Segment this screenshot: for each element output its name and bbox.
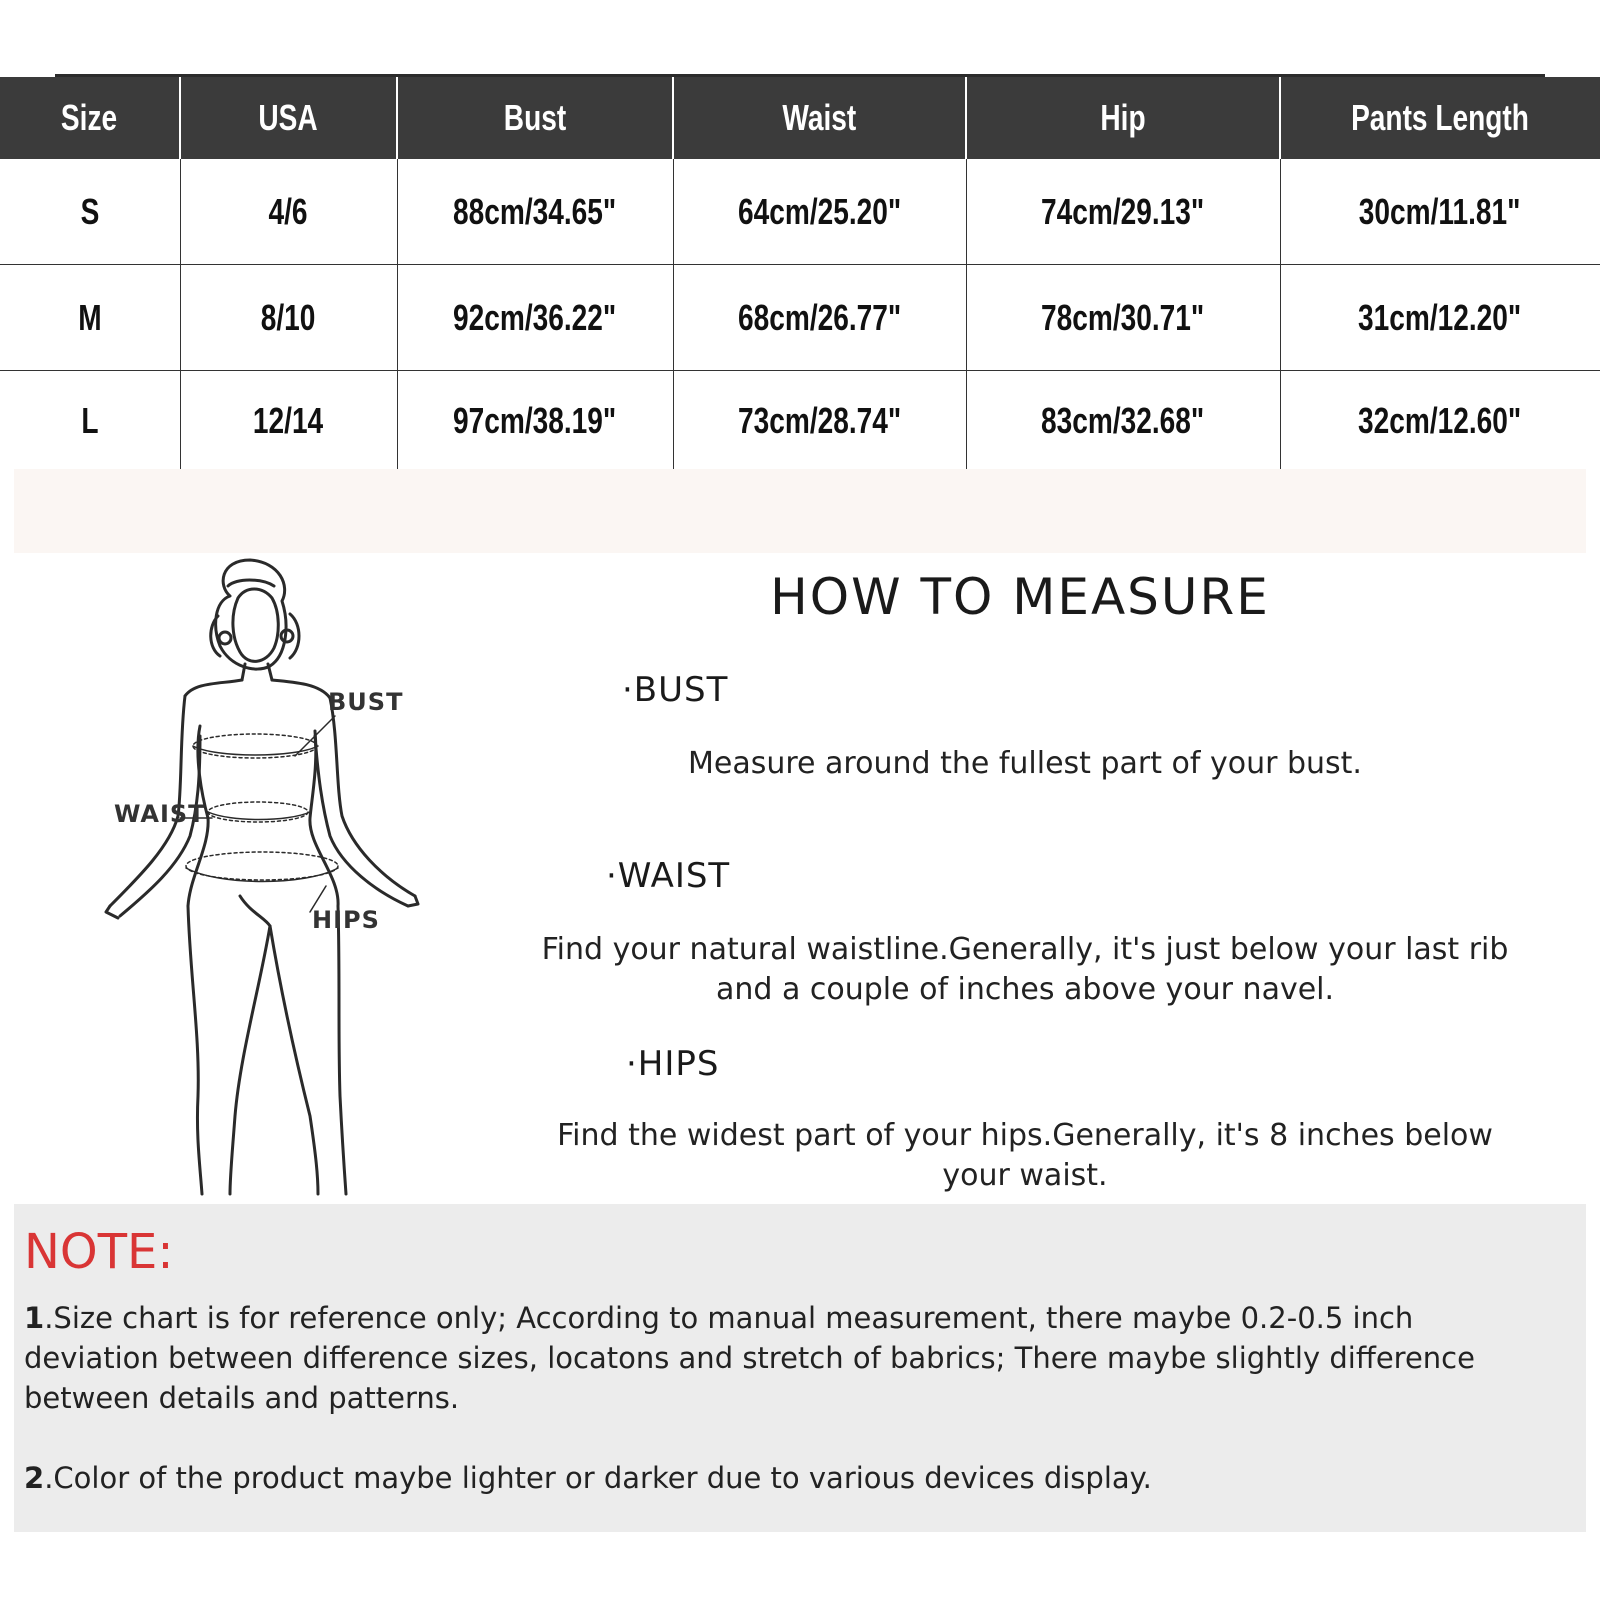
figure-label-bust: BUST — [328, 688, 404, 716]
cell-waist: 64cm/25.20" — [673, 159, 966, 265]
note-title: NOTE: — [24, 1224, 174, 1280]
cell-usa: 4/6 — [180, 159, 397, 265]
header-waist: Waist — [673, 77, 966, 159]
figure-label-waist: WAIST — [114, 800, 206, 828]
cell-hip: 74cm/29.13" — [966, 159, 1280, 265]
cell-hip: 83cm/32.68" — [966, 371, 1280, 472]
cell-hip: 78cm/30.71" — [966, 265, 1280, 371]
table-row — [0, 371, 1600, 472]
cell-bust: 92cm/36.22" — [397, 265, 673, 371]
size-chart-table — [0, 77, 1600, 471]
cell-pants-length: 31cm/12.20" — [1280, 265, 1600, 371]
how-to-measure-title: HOW TO MEASURE — [770, 568, 1270, 626]
header-size: Size — [0, 77, 180, 159]
note-item-1-line2: deviation between difference sizes, locatons and stretch of babrics; There maybe slightly difference — [24, 1341, 1475, 1375]
hips-instruction-line2: your waist. — [942, 1158, 1108, 1193]
cell-usa: 8/10 — [180, 265, 397, 371]
cell-size: M — [0, 265, 180, 371]
cell-size: S — [0, 159, 180, 265]
cell-waist: 73cm/28.74" — [673, 371, 966, 472]
waist-heading: ·WAIST — [606, 856, 731, 896]
table-row — [0, 265, 1600, 371]
bust-instruction: Measure around the fullest part of your bust. — [688, 746, 1362, 781]
cell-pants-length: 32cm/12.60" — [1280, 371, 1600, 472]
waist-instruction-line2: and a couple of inches above your navel. — [715, 972, 1335, 1007]
waist-instruction-line1: Find your natural waistline.Generally, it's just below your last rib — [541, 932, 1509, 967]
note-item-1-line1: 1.Size chart is for reference only; According to manual measurement, there maybe 0.2-0.5 inch — [24, 1301, 1414, 1335]
note-item-1-line3: between details and patterns. — [24, 1381, 460, 1415]
cell-usa: 12/14 — [180, 371, 397, 472]
figure-label-hips: HIPS — [312, 906, 380, 934]
note-box — [14, 1204, 1586, 1532]
body-outline-illustration — [90, 556, 450, 1196]
header-pants-length: Pants Length — [1280, 77, 1600, 159]
hips-instruction-line1: Find the widest part of your hips.Generally, it's 8 inches below — [557, 1118, 1493, 1153]
header-hip: Hip — [966, 77, 1280, 159]
separator-band — [14, 469, 1586, 553]
cell-waist: 68cm/26.77" — [673, 265, 966, 371]
cell-bust: 88cm/34.65" — [397, 159, 673, 265]
cell-bust: 97cm/38.19" — [397, 371, 673, 472]
cell-pants-length: 30cm/11.81" — [1280, 159, 1600, 265]
table-row — [0, 159, 1600, 265]
header-usa: USA — [180, 77, 397, 159]
bust-heading: ·BUST — [622, 670, 729, 710]
body-measurement-figure — [90, 556, 450, 1196]
header-bust: Bust — [397, 77, 673, 159]
note-item-2: 2.Color of the product maybe lighter or darker due to various devices display. — [24, 1461, 1152, 1495]
table-header-row — [0, 77, 1600, 159]
cell-size: L — [81, 400, 99, 441]
hips-heading: ·HIPS — [626, 1044, 720, 1084]
